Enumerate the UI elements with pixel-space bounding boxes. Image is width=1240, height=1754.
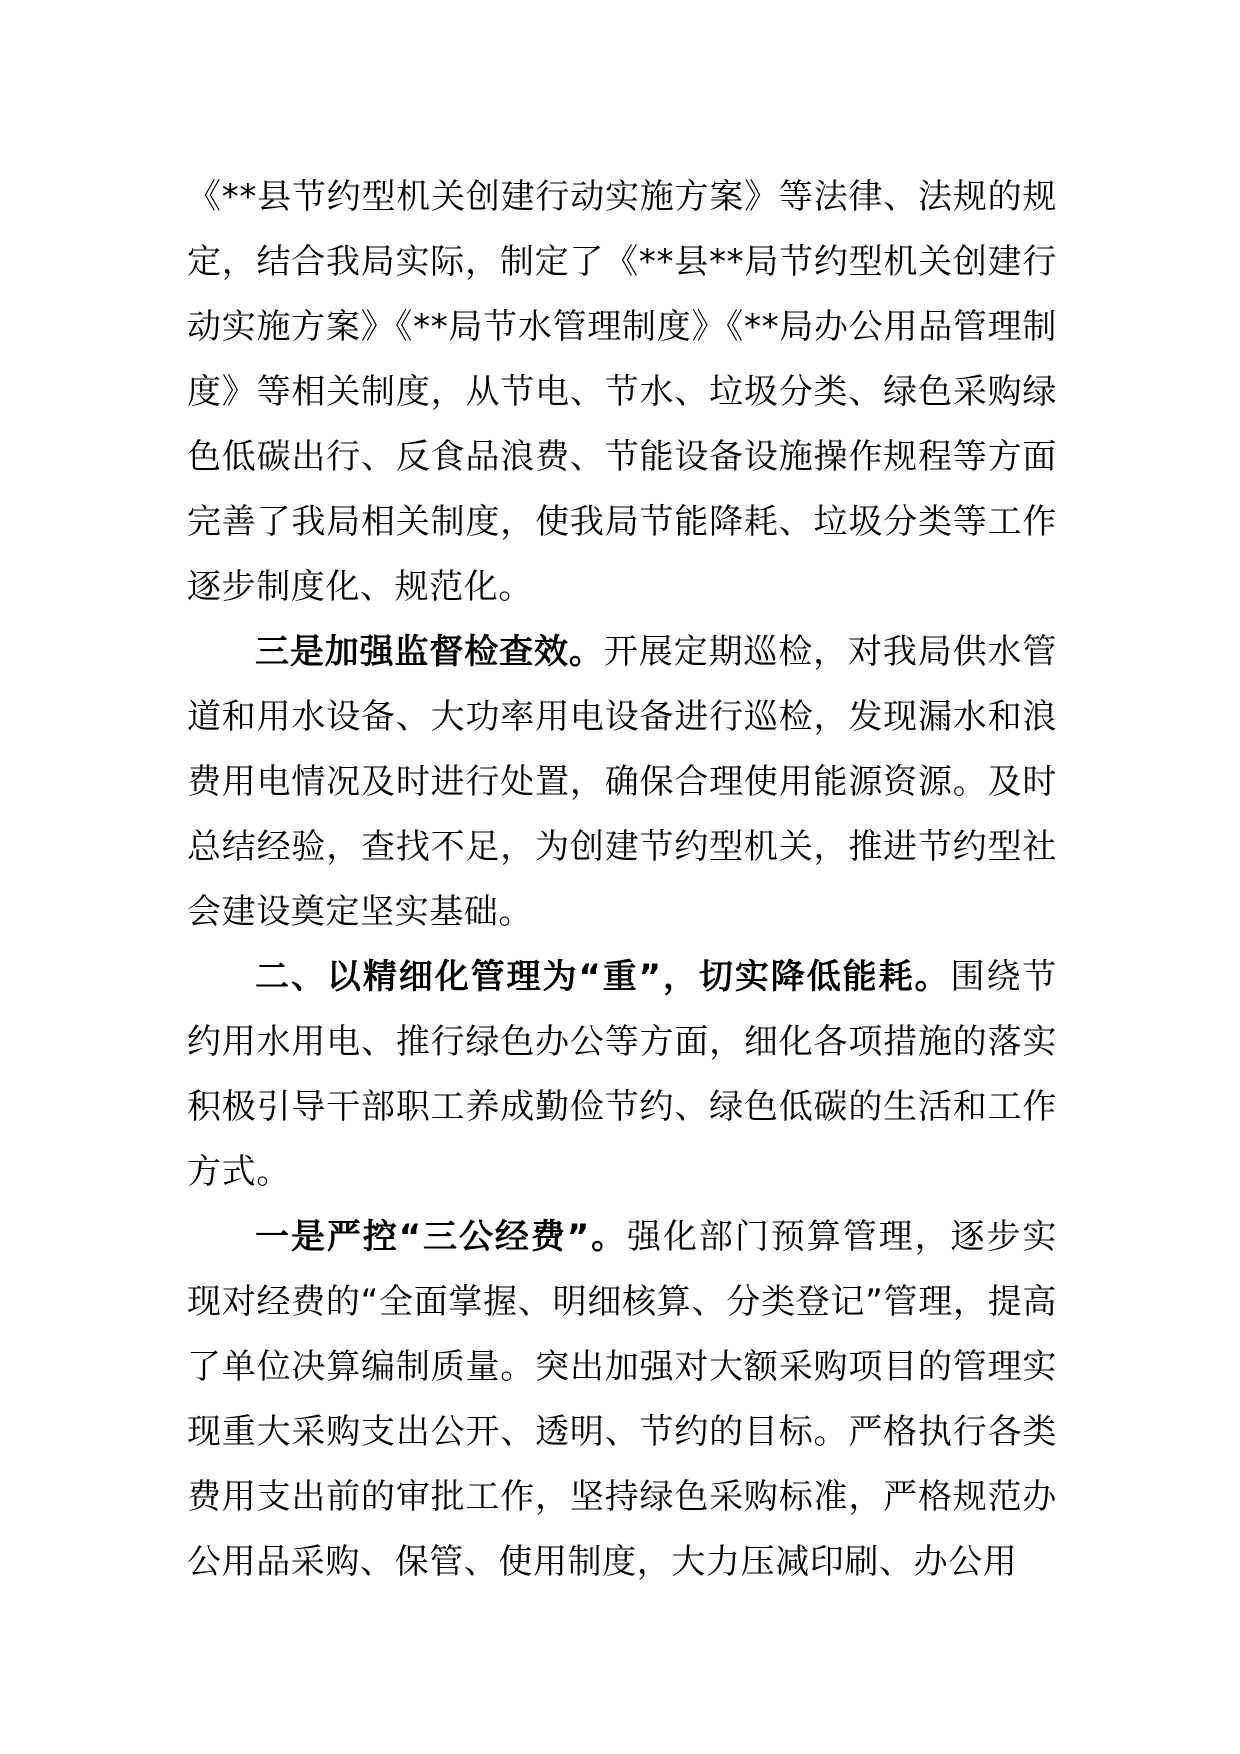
paragraph-4-heading: 一是严控“三公经费”。 xyxy=(255,1217,628,1257)
paragraph-1 xyxy=(187,165,1057,620)
paragraph-3-text: 围绕节约用水用电、推行绿色办公等方面，细化各项措施的落实积极引导干部职工养成勤俭节约、绿色低碳的生活和工作方式。 xyxy=(187,957,1057,1192)
paragraph-4 xyxy=(187,1205,1057,1595)
paragraph-4-text: 强化部门预算管理，逐步实现对经费的“全面掌握、明细核算、分类登记”管理，提高了单位决算编制质量。突出加强对大额采购项目的管理实现重大采购支出公开、透明、节约的目标。严格执行各类费用支出前的审批工作，坚持绿色采购标准，严格规范办公用品采购、保管、使用制度，大力压减印刷、办公用 xyxy=(187,1217,1057,1582)
paragraph-3 xyxy=(187,945,1057,1205)
paragraph-3-heading: 二、以精细化管理为“重”，切实降低能耗。 xyxy=(255,957,951,997)
document-body xyxy=(187,165,1057,1595)
paragraph-2-text: 开展定期巡检，对我局供水管道和用水设备、大功率用电设备进行巡检，发现漏水和浪费用电情况及时进行处置，确保合理使用能源资源。及时总结经验，查找不足，为创建节约型机关，推进节约型社会建设奠定坚实基础。 xyxy=(187,632,1057,932)
paragraph-2-heading: 三是加强监督检查效。 xyxy=(255,632,604,672)
paragraph-2 xyxy=(187,620,1057,945)
paragraph-1-text: 《**县节约型机关创建行动实施方案》等法律、法规的规定，结合我局实际，制定了《**县**局节约型机关创建行动实施方案》《**局节水管理制度》《**局办公用品管理制度》等相关制度，从节电、节水、垃圾分类、绿色采购绿色低碳出行、反食品浪费、节能设备设施操作规程等方面完善了我局相关制度，使我局节能降耗、垃圾分类等工作逐步制度化、规范化。 xyxy=(187,177,1057,607)
